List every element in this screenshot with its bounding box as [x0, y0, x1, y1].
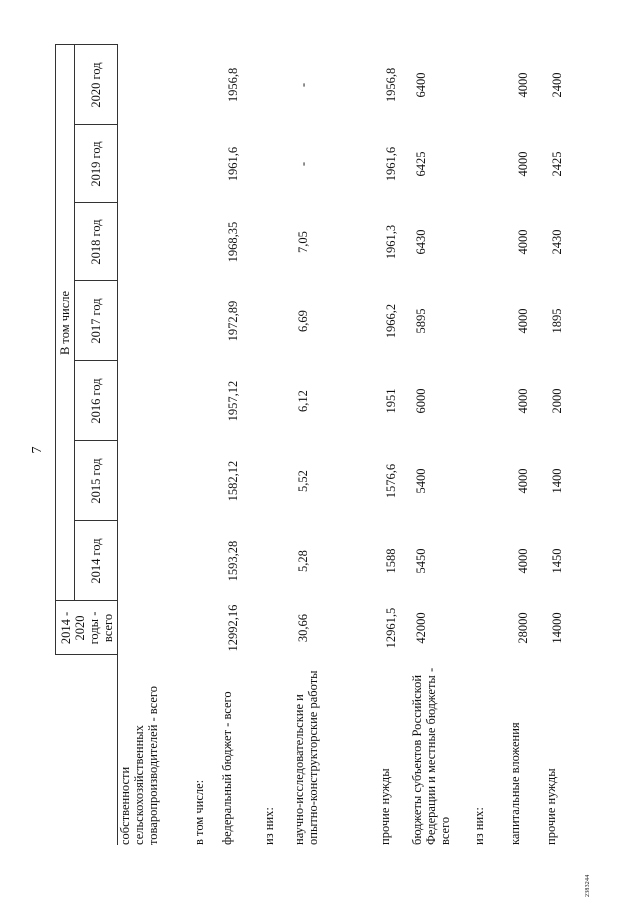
cell: 4000: [515, 151, 530, 177]
cell: [118, 521, 192, 601]
cell: [262, 281, 292, 361]
cell: 2400: [549, 72, 564, 98]
cell: -: [295, 161, 310, 167]
cell: [472, 125, 508, 203]
cell: [262, 125, 292, 203]
cell: 1400: [549, 468, 564, 494]
cell: [118, 361, 192, 441]
row-label: в том числе:: [191, 779, 206, 845]
cell: [262, 441, 292, 521]
cell: 1588: [383, 548, 398, 574]
cell: 4000: [515, 308, 530, 334]
header-year: 2018 год: [75, 203, 118, 281]
cell: [472, 521, 508, 601]
cell-total: [192, 601, 220, 655]
header-year: 2019 год: [75, 125, 118, 203]
header-year: 2017 год: [75, 281, 118, 361]
cell-total: 12961,5: [383, 607, 398, 649]
cell: 5450: [413, 548, 428, 574]
cell: [118, 203, 192, 281]
cell-total: 28000: [515, 612, 530, 644]
header-year: 2015 год: [75, 441, 118, 521]
cell: 5,52: [295, 470, 310, 492]
cell: [192, 125, 220, 203]
cell: 5400: [413, 468, 428, 494]
cell-total: 30,66: [295, 613, 310, 643]
cell: 2425: [549, 151, 564, 177]
cell: [262, 45, 292, 125]
cell: [192, 361, 220, 441]
cell: 2000: [549, 388, 564, 414]
cell-total: [472, 601, 508, 655]
cell: [118, 45, 192, 125]
cell: 6400: [413, 72, 428, 98]
header-year: 2020 год: [75, 45, 118, 125]
cell: 1956,8: [225, 67, 240, 103]
cell: 1961,6: [225, 146, 240, 182]
cell: 5,28: [295, 550, 310, 572]
cell: 6,12: [295, 390, 310, 412]
cell: [192, 45, 220, 125]
cell-total: 14000: [549, 612, 564, 644]
cell: -: [295, 82, 310, 88]
cell: [472, 203, 508, 281]
cell: [472, 281, 508, 361]
cell-total: [262, 601, 292, 655]
cell: [472, 45, 508, 125]
header-total-col: 2014 - 2020 годы - всего: [56, 601, 118, 655]
cell: 1968,35: [225, 221, 240, 263]
row-label: из них:: [471, 807, 486, 845]
cell: 4000: [515, 229, 530, 255]
cell: 1895: [549, 308, 564, 334]
cell: 6000: [413, 388, 428, 414]
header-empty-cell: [56, 655, 118, 845]
row-label: научно-исследовательские и опытно-конструкторские работы: [291, 670, 320, 845]
cell: 2430: [549, 229, 564, 255]
table-row: [410, 45, 472, 845]
table-row: [544, 45, 574, 845]
row-label: из них:: [261, 807, 276, 845]
cell: 1450: [549, 548, 564, 574]
cell: [262, 361, 292, 441]
table-header: [56, 45, 118, 845]
row-label: бюджеты субъектов Российской Федерации и местные бюджеты - всего: [409, 667, 452, 845]
cell: [192, 521, 220, 601]
cell: 6425: [413, 151, 428, 177]
cell: 6430: [413, 229, 428, 255]
cell: 1961,6: [383, 146, 398, 182]
table-row: [472, 45, 508, 845]
table-row: [378, 45, 410, 845]
row-label: федеральный бюджет - всего: [219, 691, 234, 845]
table-row: [118, 45, 192, 845]
cell: 1576,6: [383, 463, 398, 499]
cell-total: [118, 601, 192, 655]
row-label: прочие нужды: [543, 768, 558, 845]
budget-table: [55, 44, 574, 845]
cell: 1966,2: [383, 303, 398, 339]
header-year: 2016 год: [75, 361, 118, 441]
cell: [192, 203, 220, 281]
cell: 1593,28: [225, 540, 240, 582]
cell: 7,05: [295, 231, 310, 253]
cell: [118, 281, 192, 361]
table-row: [220, 45, 262, 845]
table-row: [508, 45, 544, 845]
cell: [262, 521, 292, 601]
page-number: 7: [30, 446, 45, 454]
table-row: [192, 45, 220, 845]
cell: 1951: [383, 388, 398, 414]
cell: [262, 203, 292, 281]
cell: 1961,3: [383, 224, 398, 260]
cell-total: 42000: [413, 612, 428, 644]
row-label: прочие нужды: [377, 768, 392, 845]
cell-total: 12992,16: [225, 604, 240, 652]
row-label: собственности сельскохозяйственных товаропроизводителей - всего: [118, 686, 160, 845]
cell: [118, 125, 192, 203]
row-label: капитальные вложения: [507, 722, 522, 845]
cell: [472, 441, 508, 521]
cell: 4000: [515, 548, 530, 574]
cell: 4000: [515, 72, 530, 98]
cell: [192, 441, 220, 521]
cell: 1957,12: [225, 380, 240, 422]
cell: 4000: [515, 468, 530, 494]
table-row: [262, 45, 292, 845]
cell: 1972,89: [225, 300, 240, 342]
cell: 4000: [515, 388, 530, 414]
header-group-label: В том числе: [56, 45, 75, 601]
table-row: [292, 45, 378, 845]
cell: 6,69: [295, 310, 310, 332]
document-id: 2383244: [585, 874, 591, 897]
cell: [472, 361, 508, 441]
cell: [118, 441, 192, 521]
cell: 5895: [413, 308, 428, 334]
cell: 1956,8: [383, 67, 398, 103]
cell: [192, 281, 220, 361]
cell: 1582,12: [225, 460, 240, 502]
header-year: 2014 год: [75, 521, 118, 601]
